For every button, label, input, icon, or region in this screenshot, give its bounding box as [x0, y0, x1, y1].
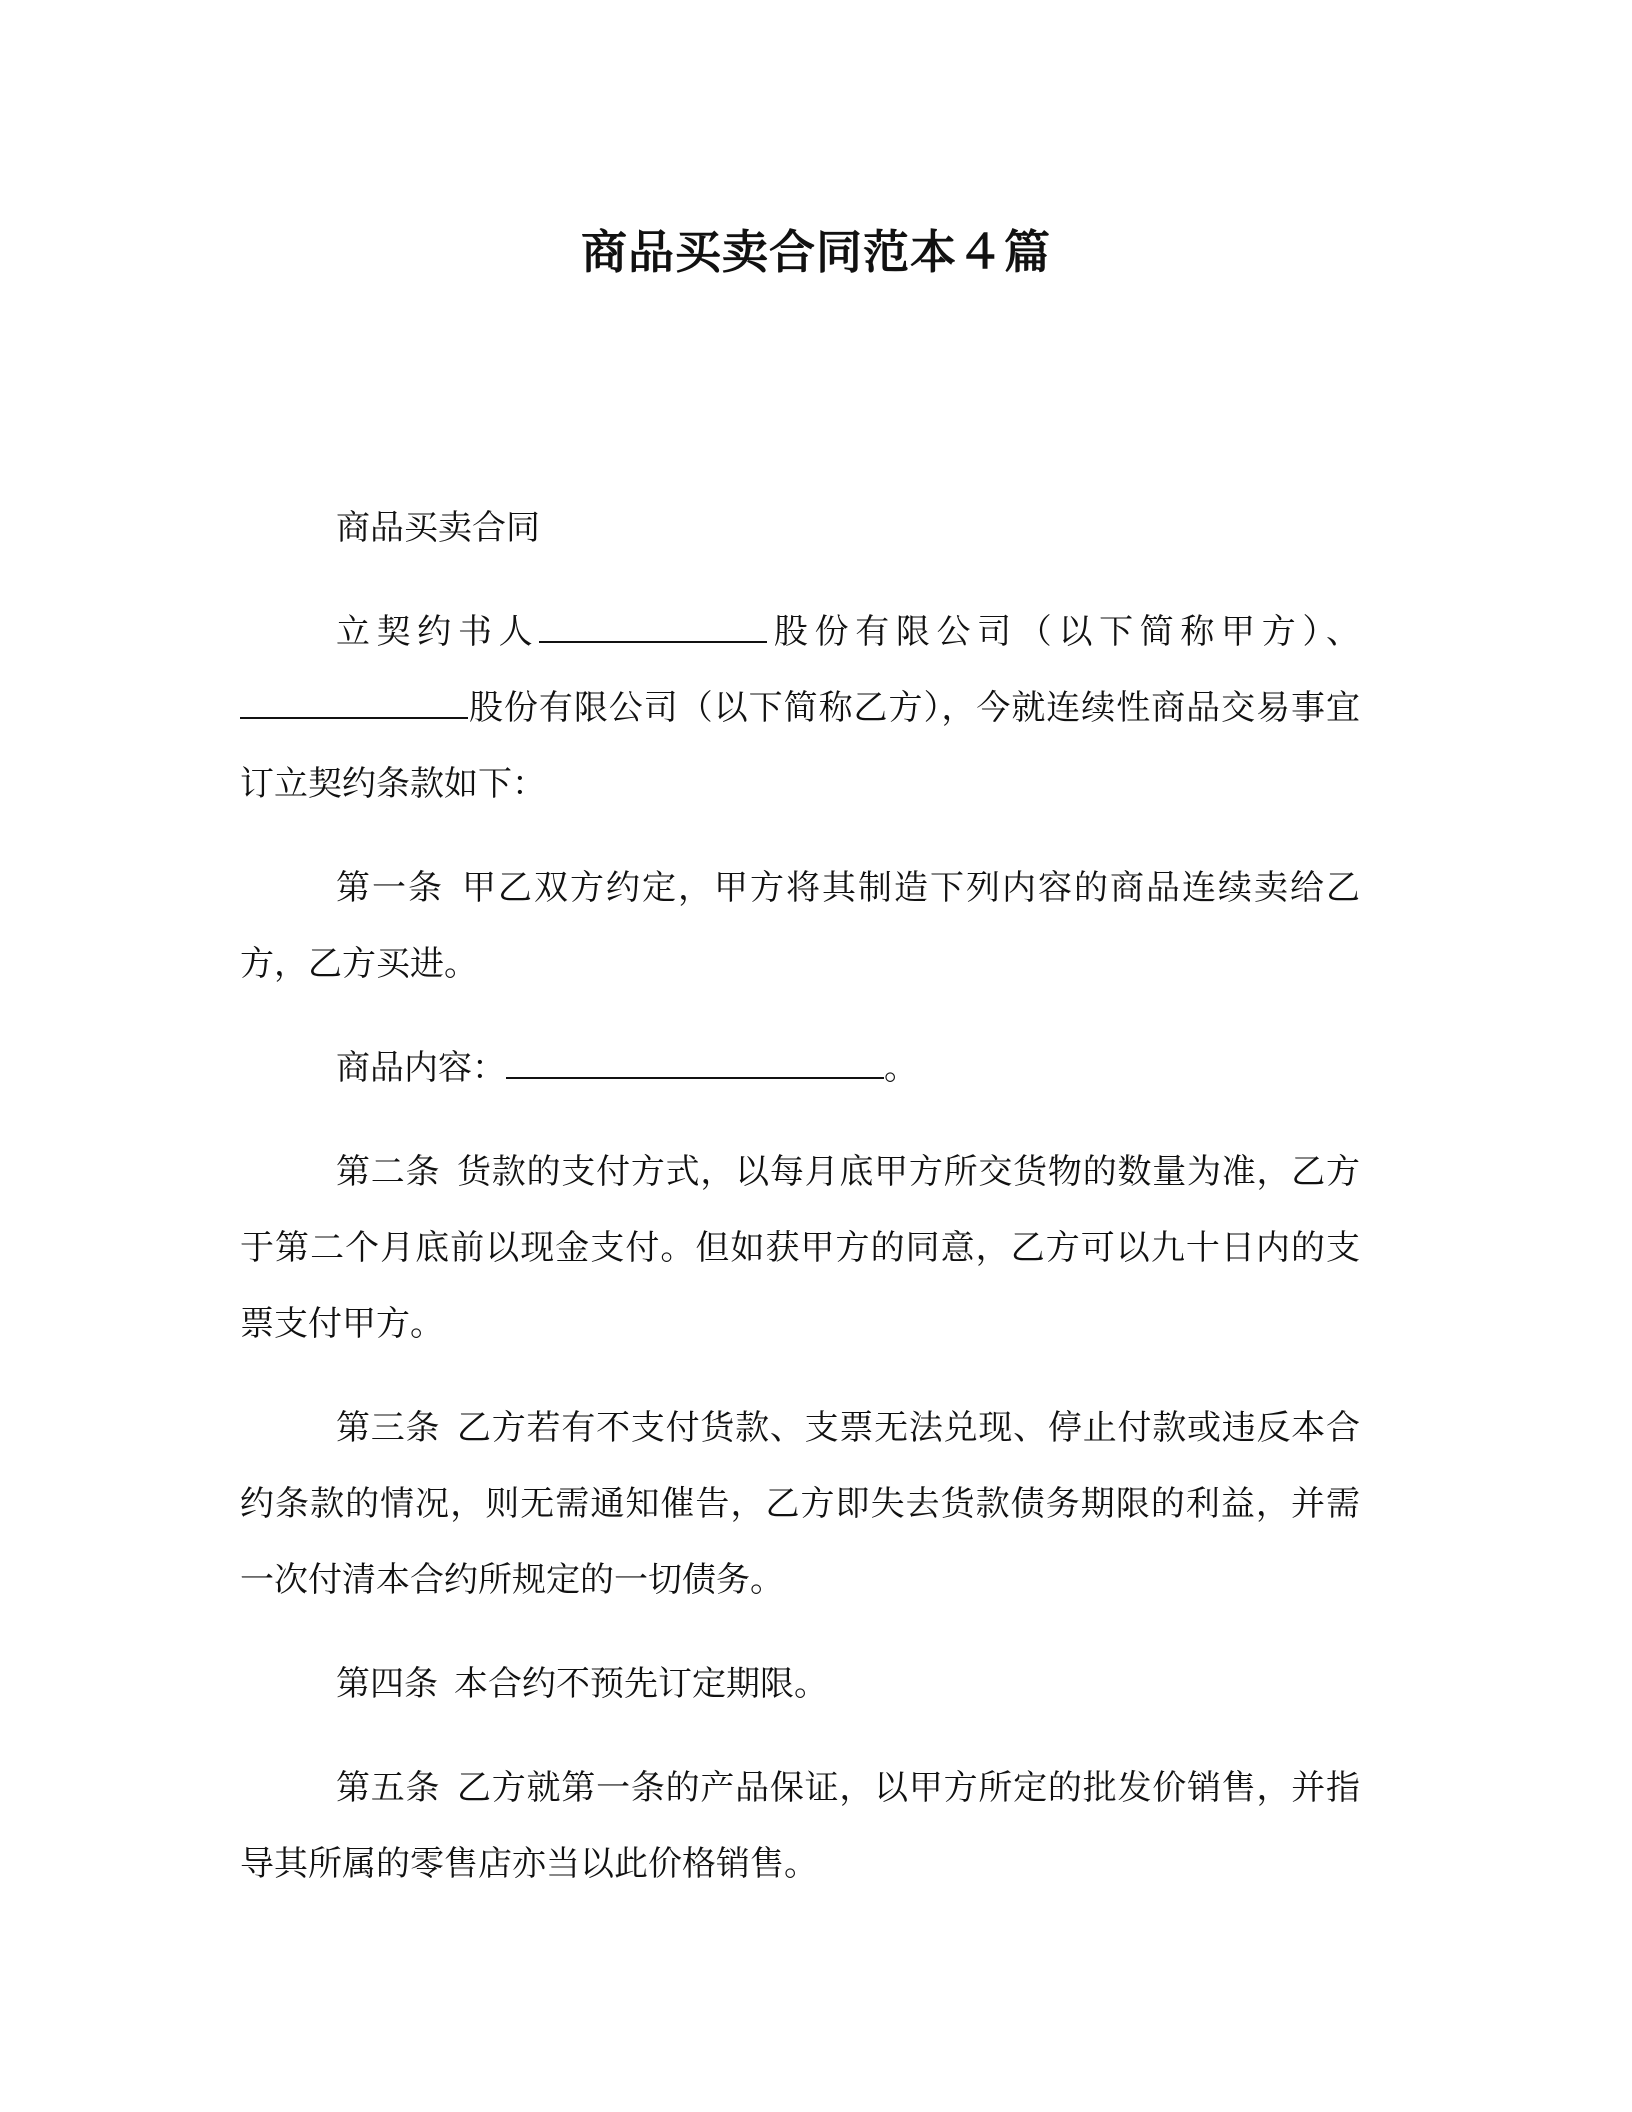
article-3-text: 乙方若有不支付货款、支票无法兑现、停止付款或违反本合约条款的情况，则无需通知催告，乙方即失去货款债务期限的利益，并需一次付清本合约所规定的一切债务。: [240, 1408, 1361, 1600]
article-4-text: 本合约不预先订定期限。: [454, 1664, 828, 1704]
article-4-label: 第四条: [336, 1664, 438, 1704]
article-3: [240, 1390, 1360, 1618]
party-b-blank: [240, 687, 468, 719]
article-1-text: 甲乙双方约定，甲方将其制造下列内容的商品连续卖给乙方，乙方买进。: [240, 868, 1360, 984]
contract-subtitle: 商品买卖合同: [336, 508, 540, 548]
article-5-label: 第五条: [336, 1768, 441, 1808]
goods-label: 商品内容：: [336, 1048, 506, 1088]
goods-line: [240, 1030, 1360, 1106]
intro-part1: 立契约书人: [336, 612, 540, 652]
document-body: [240, 490, 1360, 1930]
document-title: 商品买卖合同范本４篇: [581, 225, 1051, 279]
article-3-label: 第三条: [336, 1408, 441, 1448]
article-5: [240, 1750, 1360, 1902]
article-1-label: 第一条: [336, 868, 444, 908]
intro-part2: 股份有限公司（以下简称甲方）、: [767, 612, 1360, 652]
article-2-text: 货款的支付方式，以每月底甲方所交货物的数量为准，乙方于第二个月底前以现金支付。但如获甲方的同意，乙方可以九十日内的支票支付甲方。: [240, 1152, 1361, 1344]
article-2-label: 第二条: [336, 1152, 441, 1192]
goods-end: 。: [884, 1048, 918, 1088]
article-2: [240, 1134, 1360, 1362]
intro-part3: 股份有限公司（以下简称乙方），今就连续性商品交易事宜订立契约条款如下：: [240, 688, 1360, 804]
goods-blank: [506, 1047, 884, 1079]
intro-paragraph: [240, 594, 1360, 822]
party-a-blank: [539, 611, 767, 643]
article-5-text: 乙方就第一条的产品保证，以甲方所定的批发价销售，并指导其所属的零售店亦当以此价格销售。: [240, 1768, 1361, 1884]
article-4: [240, 1646, 1360, 1722]
article-1: [240, 850, 1360, 1002]
